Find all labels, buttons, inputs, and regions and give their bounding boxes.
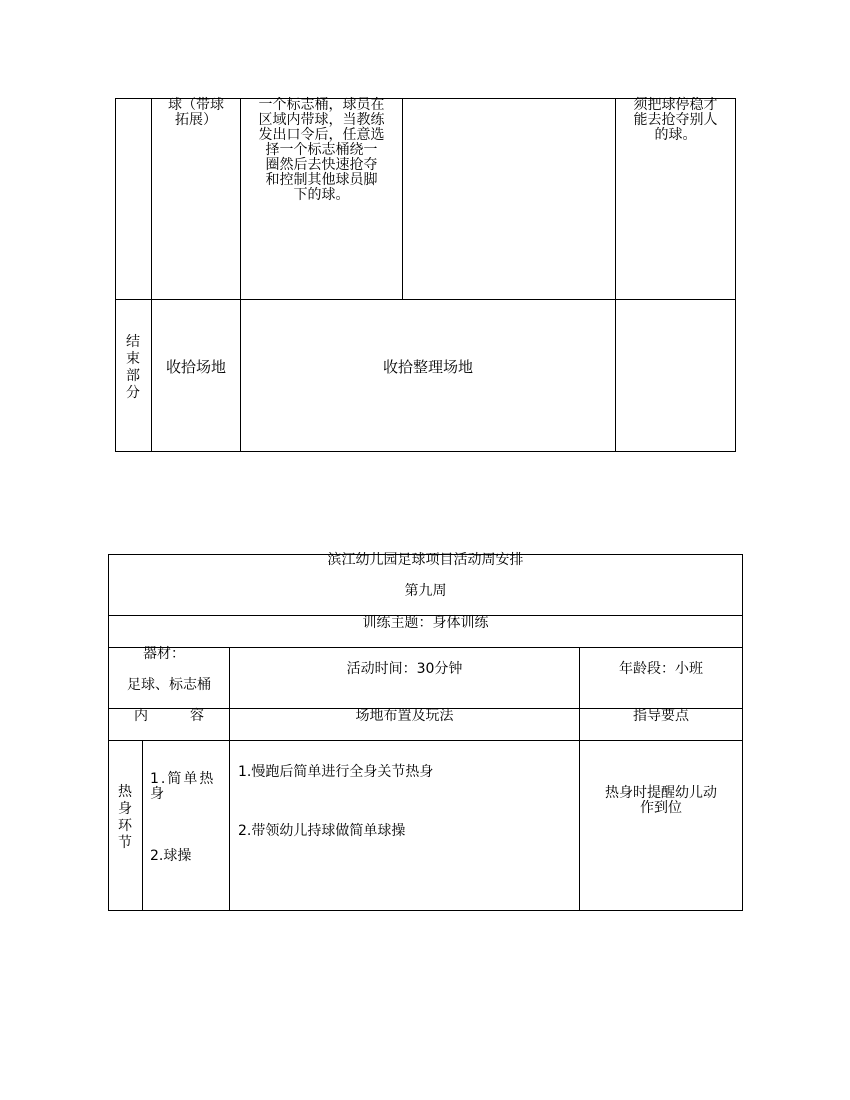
method-cell-dribble: 一个标志桶，球员在 区域内带球，当教练 发出口令后，任意选 择一个标志桶绕一 圈然后去快速抢夺 和控制其他球员脚 下的球。 xyxy=(258,97,385,203)
content-header: 内 容 xyxy=(134,708,204,724)
warmup-method-ball-drill: 2.带领幼儿持球做简单球操 xyxy=(238,823,406,839)
activity-time: 活动时间：30分钟 xyxy=(346,661,463,677)
table1-line xyxy=(615,98,616,452)
method-header: 场地布置及玩法 xyxy=(355,708,454,724)
warmup-method-jog: 1.慢跑后简单进行全身关节热身 xyxy=(238,764,434,780)
table1-line xyxy=(402,98,403,300)
table1-line xyxy=(151,98,152,452)
table2-line xyxy=(742,554,743,911)
table2-line xyxy=(579,647,580,911)
table2-line xyxy=(108,740,743,741)
training-theme: 训练主题：身体训练 xyxy=(362,615,489,631)
activity-cell-cleanup: 收拾场地 xyxy=(165,358,226,376)
table2-line xyxy=(142,740,143,911)
warmup-item-simple: 1.简单热 身 xyxy=(150,771,216,802)
table2-line xyxy=(108,554,109,911)
equipment-label: 器材： xyxy=(143,646,185,662)
table1-line xyxy=(115,98,116,452)
activity-cell-dribble: 球（带球 拓展） xyxy=(168,97,224,128)
warmup-item-ball-drill: 2.球操 xyxy=(150,848,192,864)
section-label-ending: 结束部分 xyxy=(126,334,140,401)
table-title: 滨江幼儿园足球项目活动周安排 xyxy=(327,552,524,568)
equipment-value: 足球、标志桶 xyxy=(127,677,211,693)
guidance-header: 指导要点 xyxy=(633,708,689,724)
age-group: 年龄段：小班 xyxy=(619,661,703,677)
schedule-table-continued xyxy=(115,98,736,452)
table1-line xyxy=(115,451,736,452)
table1-line xyxy=(735,98,736,452)
method-cell-cleanup: 收拾整理场地 xyxy=(382,358,473,376)
table1-line xyxy=(115,299,736,300)
section-label-warmup: 热身环节 xyxy=(118,784,132,851)
table2-line xyxy=(108,910,743,911)
table2-line xyxy=(229,647,230,911)
guidance-cell-dribble: 须把球停稳才 能去抢夺别人 的球。 xyxy=(633,97,718,143)
warmup-guidance: 热身时提醒幼儿动 作到位 xyxy=(605,785,717,816)
week-label: 第九周 xyxy=(404,583,447,599)
